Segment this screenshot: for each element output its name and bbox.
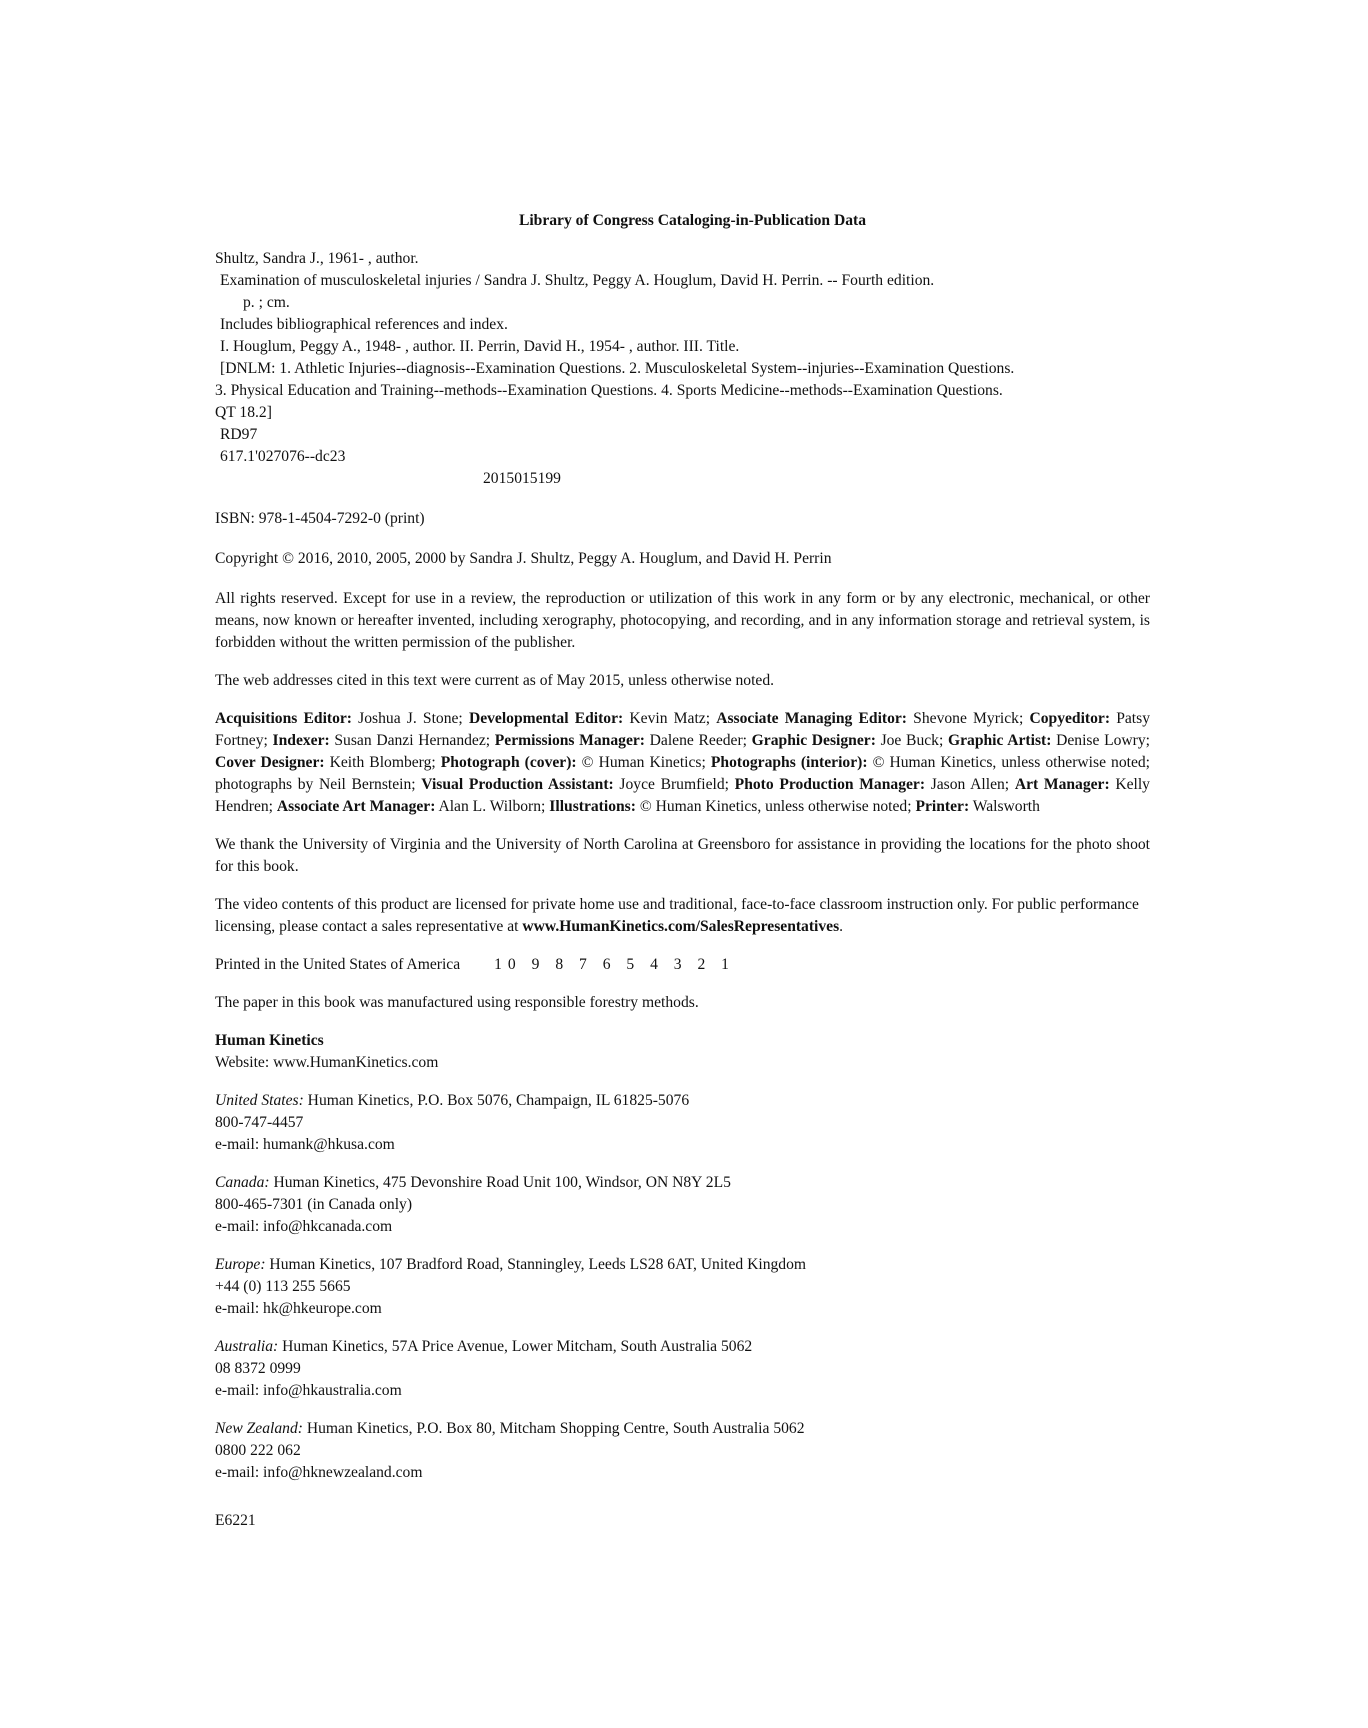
office-united-states xyxy=(215,1090,1150,1156)
credit-label: Copyeditor: xyxy=(1029,710,1111,727)
credit-value: © Human Kinetics, unless otherwise noted; xyxy=(635,798,916,815)
cip-line: Examination of musculoskeletal injuries / Sandra J. Shultz, Peggy A. Houglum, David H. Perrin. -- Fourth edition. xyxy=(220,272,935,289)
credit-label: Illustrations: xyxy=(549,798,636,815)
publisher-block xyxy=(215,1030,1150,1074)
cip-line: QT 18.2] xyxy=(215,404,272,421)
office-phone: +44 (0) 113 255 5665 xyxy=(215,1278,351,1295)
video-license xyxy=(215,894,1150,938)
credit-value: Shevone Myrick; xyxy=(907,710,1030,727)
cip-line: 3. Physical Education and Training--methods--Examination Questions. 4. Sports Medicine--methods--Examination Questions. xyxy=(215,382,1003,399)
credit-label: Associate Managing Editor: xyxy=(716,710,908,727)
credit-value: Keith Blomberg; xyxy=(324,754,441,771)
credit-label: Indexer: xyxy=(272,732,330,749)
office-phone: 800-747-4457 xyxy=(215,1114,304,1131)
printed-line xyxy=(215,954,1150,976)
office-canada xyxy=(215,1172,1150,1238)
credit-label: Printer: xyxy=(915,798,970,815)
cip-line: Includes bibliographical references and index. xyxy=(220,316,508,333)
sales-rep-link[interactable]: www.HumanKinetics.com/SalesRepresentatives xyxy=(522,918,840,935)
credit-label: Permissions Manager: xyxy=(494,732,645,749)
cip-line: I. Houglum, Peggy A., 1948- , author. II. Perrin, David H., 1954- , author. III. Title. xyxy=(220,338,740,355)
cip-line: [DNLM: 1. Athletic Injuries--diagnosis--Examination Questions. 2. Musculoskeletal System--injuries--Examination Questions. xyxy=(220,360,1015,377)
video-license-end: . xyxy=(839,918,844,935)
cip-line: p. ; cm. xyxy=(243,294,290,311)
credit-label: Associate Art Manager: xyxy=(276,798,436,815)
product-code: E6221 xyxy=(215,1512,256,1529)
credit-label: Cover Designer: xyxy=(215,754,325,771)
credit-value: Walsworth xyxy=(969,798,1040,815)
credit-label: Photo Production Manager: xyxy=(734,776,926,793)
rights-notice: All rights reserved. Except for use in a review, the reproduction or utilization of this work in any form or by any electronic, mechanical, or other means, now known or hereafter invented, including xerography, photocopying, and recording, and in any information storage and retrieval system, is forbidden without the written permission of the publisher. xyxy=(215,590,1150,651)
printed-country: Printed in the United States of America xyxy=(215,956,461,973)
office-australia xyxy=(215,1336,1150,1402)
credit-value: Alan L. Wilborn; xyxy=(435,798,550,815)
credit-label: Art Manager: xyxy=(1014,776,1110,793)
credit-value: Joyce Brumfield; xyxy=(613,776,735,793)
thanks-note: We thank the University of Virginia and the University of North Carolina at Greensboro for assistance in providing the locations for the photo shoot for this book. xyxy=(215,836,1150,875)
credit-label: Photographs (interior): xyxy=(710,754,868,771)
isbn: ISBN: 978-1-4504-7292-0 (print) xyxy=(215,510,425,527)
office-region: United States: xyxy=(215,1092,304,1109)
credit-label: Acquisitions Editor: xyxy=(215,710,352,727)
publisher-name: Human Kinetics xyxy=(215,1032,324,1049)
office-europe xyxy=(215,1254,1150,1320)
lccn-number: 2015015199 xyxy=(483,470,561,487)
office-phone: 800-465-7301 (in Canada only) xyxy=(215,1196,413,1213)
credit-value: Kevin Matz; xyxy=(623,710,717,727)
printing-numbers: 10 9 8 7 6 5 4 3 2 1 xyxy=(494,956,735,973)
office-address: Human Kinetics, 475 Devonshire Road Unit 100, Windsor, ON N8Y 2L5 xyxy=(269,1174,731,1191)
office-email: e-mail: humank@hkusa.com xyxy=(215,1136,395,1153)
copyright-notice: Copyright © 2016, 2010, 2005, 2000 by Sandra J. Shultz, Peggy A. Houglum, and David H. Perrin xyxy=(215,550,832,567)
office-region: Australia: xyxy=(215,1338,279,1355)
credit-label: Graphic Artist: xyxy=(947,732,1052,749)
credit-value: Joe Buck; xyxy=(875,732,948,749)
office-address: Human Kinetics, 107 Bradford Road, Stanningley, Leeds LS28 6AT, United Kingdom xyxy=(265,1256,807,1273)
credit-label: Developmental Editor: xyxy=(468,710,624,727)
credit-value: Susan Danzi Hernandez; xyxy=(329,732,495,749)
credit-value: © Human Kinetics, unless otherwise noted; photographs by Neil Bernstein; xyxy=(215,754,1151,793)
office-address: Human Kinetics, 57A Price Avenue, Lower Mitcham, South Australia 5062 xyxy=(278,1338,753,1355)
office-phone: 0800 222 062 xyxy=(215,1442,301,1459)
credit-value: Joshua J. Stone; xyxy=(352,710,469,727)
credit-label: Graphic Designer: xyxy=(751,732,876,749)
office-region: New Zealand: xyxy=(215,1420,303,1437)
office-email: e-mail: info@hkcanada.com xyxy=(215,1218,393,1235)
office-new-zealand xyxy=(215,1418,1150,1484)
cip-block xyxy=(215,248,1150,490)
video-license-text: The video contents of this product are licensed for private home use and traditional, face-to-face classroom instruction only. For public performance licensing, please contact a sales representative at xyxy=(215,896,1139,935)
credit-label: Photograph (cover): xyxy=(440,754,577,771)
paper-note: The paper in this book was manufactured using responsible forestry methods. xyxy=(215,994,699,1011)
cip-line: Shultz, Sandra J., 1961- , author. xyxy=(215,250,419,267)
office-email: e-mail: hk@hkeurope.com xyxy=(215,1300,382,1317)
office-email: e-mail: info@hkaustralia.com xyxy=(215,1382,402,1399)
office-region: Canada: xyxy=(215,1174,270,1191)
credit-value: Patsy Fortney; xyxy=(215,710,1150,749)
cip-line: RD97 xyxy=(220,426,258,443)
credit-value: Jason Allen; xyxy=(925,776,1015,793)
office-address: Human Kinetics, P.O. Box 80, Mitcham Shopping Centre, South Australia 5062 xyxy=(302,1420,805,1437)
credit-value: Kelly Hendren; xyxy=(215,776,1150,815)
office-email: e-mail: info@hknewzealand.com xyxy=(215,1464,423,1481)
cip-line: 617.1'027076--dc23 xyxy=(220,448,346,465)
credit-value: Denise Lowry; xyxy=(1051,732,1150,749)
credit-value: © Human Kinetics; xyxy=(576,754,711,771)
publisher-website: Website: www.HumanKinetics.com xyxy=(215,1054,439,1071)
office-region: Europe: xyxy=(215,1256,266,1273)
cip-title: Library of Congress Cataloging-in-Publication Data xyxy=(518,212,867,229)
office-phone: 08 8372 0999 xyxy=(215,1360,301,1377)
office-address: Human Kinetics, P.O. Box 5076, Champaign, IL 61825-5076 xyxy=(303,1092,690,1109)
credits xyxy=(215,708,1150,818)
credit-value: Dalene Reeder; xyxy=(644,732,752,749)
credit-label: Visual Production Assistant: xyxy=(421,776,614,793)
web-note: The web addresses cited in this text were current as of May 2015, unless otherwise noted. xyxy=(215,672,775,689)
copyright-page xyxy=(215,210,1150,1532)
